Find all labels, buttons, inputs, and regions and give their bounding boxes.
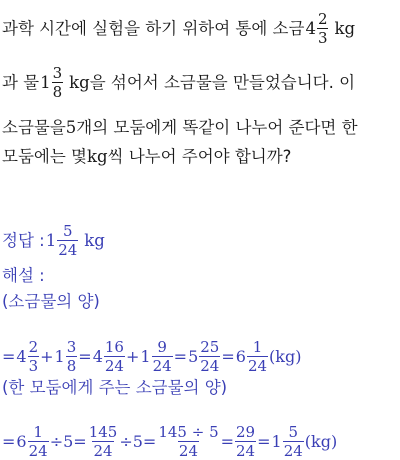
step2-title xyxy=(2,378,227,398)
equals-sign: = xyxy=(142,431,157,451)
equals-sign: = xyxy=(220,431,235,451)
denominator: 8 xyxy=(52,83,63,101)
fraction xyxy=(28,339,40,374)
denominator: 24 xyxy=(178,442,199,460)
problem-line-4 xyxy=(2,147,291,167)
fraction xyxy=(104,339,125,374)
fraction xyxy=(88,424,119,459)
solution-label xyxy=(2,266,45,286)
unit: kg xyxy=(84,230,105,250)
numerator: 2 xyxy=(28,338,39,356)
numerator: 29 xyxy=(236,423,256,441)
mixed-whole: 6 xyxy=(16,431,27,451)
unit: (kg) xyxy=(269,346,302,366)
fraction xyxy=(152,339,173,374)
mixed-whole: 6 xyxy=(235,346,246,366)
numerator: 2 xyxy=(317,10,328,28)
step1-title-text: (소금물의 양) xyxy=(2,292,100,311)
problem-text: 모둠에는 몇 xyxy=(2,147,87,166)
fraction xyxy=(57,223,78,258)
answer-label: 정답 : xyxy=(2,230,45,250)
equals-sign: = xyxy=(257,431,271,451)
equals-sign: = xyxy=(78,346,92,366)
solution-label-text: 해설 : xyxy=(2,266,45,285)
mixed-whole: 4 xyxy=(92,346,103,366)
fraction xyxy=(199,339,220,374)
denominator: 8 xyxy=(66,357,77,375)
plus-sign: + xyxy=(125,346,140,366)
fraction xyxy=(317,11,329,46)
number: 5 xyxy=(132,431,143,451)
mixed-whole: 5 xyxy=(188,346,199,366)
unit: kg xyxy=(334,18,356,38)
divide-sign: ÷ xyxy=(49,431,64,451)
fraction xyxy=(28,424,49,459)
problem-text: 개의 모둠에게 똑같이 나누어 준다면 한 xyxy=(76,118,358,137)
numerator: 25 xyxy=(200,338,220,356)
mixed-whole: 1 xyxy=(54,346,65,366)
step1-equation xyxy=(2,339,301,374)
problem-text: 을 섞어서 소금물을 만들었습니다. 이 xyxy=(89,72,356,92)
equals-sign: = xyxy=(73,431,87,451)
denominator: 24 xyxy=(58,241,78,259)
denominator: 24 xyxy=(247,357,268,375)
problem-text: 과 물 xyxy=(2,72,40,92)
problem-line-2 xyxy=(2,65,355,100)
denominator: 24 xyxy=(104,357,124,375)
divide-sign: ÷ xyxy=(119,431,133,451)
numerator: 9 xyxy=(157,338,167,356)
problem-text: 과학 시간에 실험을 하기 위하여 통에 소금 xyxy=(2,18,305,38)
problem-text: 씩 나누어 주어야 합니까? xyxy=(107,147,292,166)
numerator: 3 xyxy=(52,64,63,82)
numerator: 145 xyxy=(88,423,118,441)
step1-title xyxy=(2,292,100,312)
fraction xyxy=(283,424,304,459)
numerator: 1 xyxy=(33,423,43,441)
unit: (kg) xyxy=(304,431,338,451)
fraction xyxy=(66,339,78,374)
numerator: 145 ÷ 5 xyxy=(158,423,219,441)
numerator: 5 xyxy=(62,222,73,240)
unit: kg xyxy=(69,72,90,92)
fraction xyxy=(247,339,268,374)
equals-sign: = xyxy=(2,346,16,366)
number: 5 xyxy=(63,431,74,451)
numerator: 16 xyxy=(104,338,124,356)
fraction xyxy=(157,424,219,459)
problem-line-3 xyxy=(2,118,358,138)
numerator: 1 xyxy=(252,338,263,356)
mixed-whole: 4 xyxy=(16,346,27,366)
answer-line xyxy=(2,223,105,258)
step2-equation xyxy=(2,424,337,459)
unit: kg xyxy=(86,147,108,166)
denominator: 3 xyxy=(317,29,328,47)
numerator: 3 xyxy=(66,338,77,356)
denominator: 24 xyxy=(28,442,48,460)
mixed-whole: 1 xyxy=(271,431,282,451)
number: 5 xyxy=(65,118,77,137)
denominator: 24 xyxy=(283,442,303,460)
denominator: 24 xyxy=(152,357,172,375)
mixed-whole: 1 xyxy=(140,346,151,366)
denominator: 24 xyxy=(93,442,113,460)
numerator: 5 xyxy=(288,423,299,441)
equals-sign: = xyxy=(173,346,188,366)
fraction xyxy=(235,424,256,459)
problem-text: 소금물을 xyxy=(2,118,66,137)
denominator: 3 xyxy=(28,357,39,375)
equals-sign: = xyxy=(221,346,235,366)
plus-sign: + xyxy=(40,346,54,366)
step2-title-text: (한 모둠에게 주는 소금물의 양) xyxy=(2,378,228,397)
mixed-whole: 1 xyxy=(45,230,57,250)
fraction xyxy=(52,65,64,100)
mixed-whole: 4 xyxy=(305,18,316,38)
denominator: 24 xyxy=(200,357,220,375)
mixed-whole: 1 xyxy=(40,72,51,92)
problem-line-1 xyxy=(2,11,355,46)
equals-sign: = xyxy=(2,431,16,451)
denominator: 24 xyxy=(236,442,256,460)
